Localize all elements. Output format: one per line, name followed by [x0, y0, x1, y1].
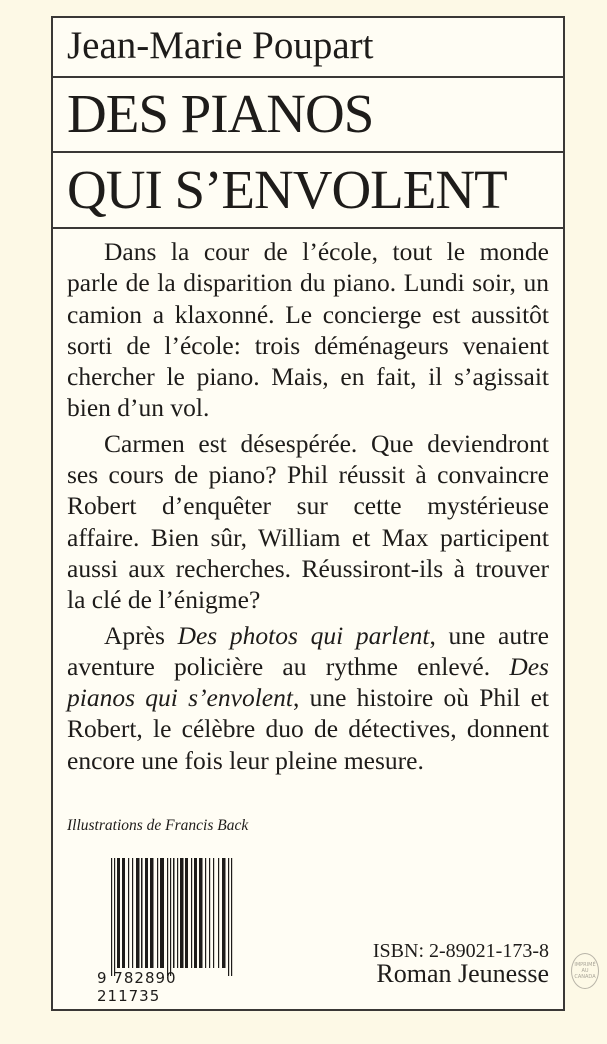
- synopsis-paragraph-1: Dans la cour de l’école, tout le monde parle de la disparition du piano. Lundi soir, un camion a klaxonné. Le concierge est aussitôt sorti de l’école: trois déménageurs venaient chercher le piano. Mais, en fait, il s’agissait bien d’un vol.: [67, 237, 549, 423]
- synopsis-paragraph-2: Carmen est désespérée. Que deviendront ses cours de piano? Phil réussit à convaincre Robert d’enquêter sur cette mystérieuse affaire. Bien sûr, William et Max participent aussi aux recherches. Réussiront-ils à trouver la clé de l’énigme?: [67, 428, 549, 615]
- p3-text-a: Après: [104, 620, 178, 650]
- book-title-italic: Des pianos qui s’envolent: [67, 651, 549, 713]
- synopsis-paragraph-3: [67, 620, 549, 776]
- barcode-number: 9 782890 211735: [97, 969, 177, 1005]
- p3-text-b: , une autre aventure policière au rythme enlevé.: [67, 620, 549, 681]
- illustration-credit: Illustrations de Francis Back: [67, 817, 249, 834]
- printed-in-canada-stamp-icon: IMPRIMÉ AU CANADA: [571, 953, 599, 989]
- title-line-2: QUI S’ENVOLENT: [53, 153, 563, 229]
- previous-book-title: Des photos qui parlent: [177, 620, 430, 650]
- synopsis: [67, 236, 549, 776]
- barcode: [97, 858, 237, 1005]
- barcode-bars-icon: [111, 858, 235, 976]
- author-name: Jean-Marie Poupart: [53, 18, 563, 78]
- series-name: Roman Jeunesse: [376, 959, 549, 988]
- isbn: ISBN: 2-89021-173-8: [372, 940, 549, 962]
- back-cover-frame: [51, 16, 565, 1011]
- p3-text-c: , une histoire où Phil et Robert, le célèbre duo de détectives, donnent encore une fois leur pleine mesure.: [67, 683, 549, 775]
- title-line-1: DES PIANOS: [53, 78, 563, 153]
